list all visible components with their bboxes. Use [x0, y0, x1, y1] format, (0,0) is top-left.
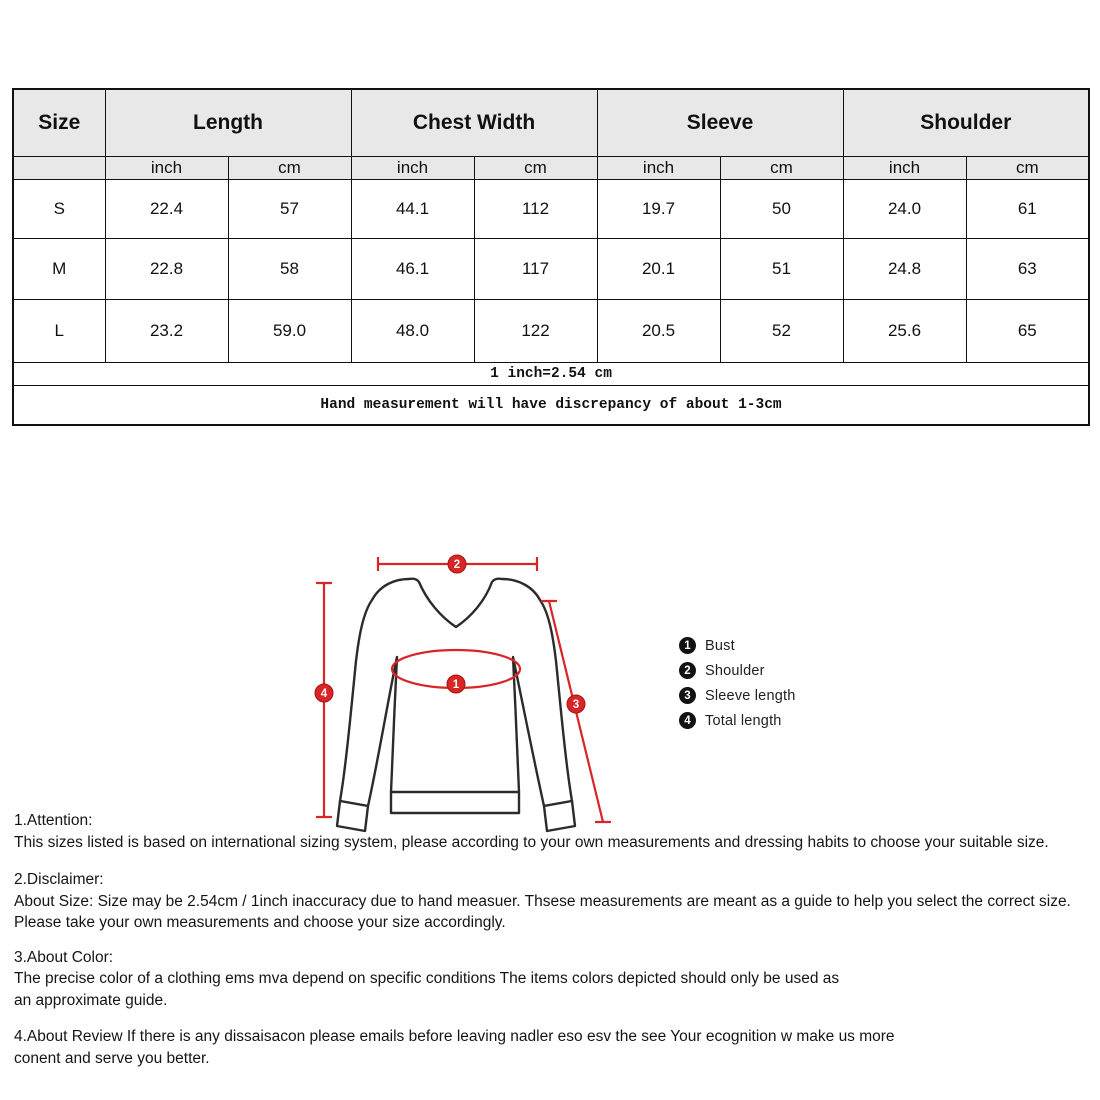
value-cell: 57	[228, 179, 351, 238]
value-cell: 19.7	[597, 179, 720, 238]
value-cell: 52	[720, 299, 843, 362]
bust-number-icon: 1	[679, 637, 696, 654]
unit-header-row	[13, 156, 1089, 179]
notes-section	[14, 810, 1096, 1069]
sweater-outline	[337, 579, 575, 831]
table-row-l	[13, 299, 1089, 362]
header-chest-width: Chest Width	[351, 89, 597, 156]
unit-cell: cm	[474, 156, 597, 179]
about-review-body1: 4.About Review If there is any dissaisacon please emails before leaving nadler eso esv the see Your ecognition w make us more	[14, 1028, 895, 1045]
legend-item-bust	[679, 637, 795, 654]
shoulder-badge-num: 2	[453, 559, 461, 571]
size-label: L	[13, 299, 105, 362]
value-cell: 63	[966, 238, 1089, 299]
about-color-title: 3.About Color:	[14, 948, 114, 966]
shoulder-number-icon: 2	[679, 662, 696, 679]
sleeve-badge-num: 3	[572, 699, 580, 711]
attention-body: This sizes listed is based on international sizing system, please according to your own measurements and dressing habits to choose your suitable size.	[14, 833, 1049, 851]
table-row-m	[13, 238, 1089, 299]
about-color-body2: an approximate guide.	[14, 991, 168, 1009]
legend-label: Sleeve length	[705, 687, 796, 704]
value-cell: 20.1	[597, 238, 720, 299]
sweater-measurement-diagram	[288, 540, 638, 850]
value-cell: 51	[720, 238, 843, 299]
legend-label: Total length	[705, 712, 782, 729]
sleeve-number-icon: 3	[679, 687, 696, 704]
about-color-body1: The precise color of a clothing ems mva depend on specific conditions The items colors depicted should only be used as	[14, 970, 840, 987]
disclaimer-body2: Please take your own measurements and choose your size accordingly.	[14, 914, 506, 931]
value-cell: 20.5	[597, 299, 720, 362]
table-header-row	[13, 89, 1089, 156]
unit-cell: inch	[105, 156, 228, 179]
value-cell: 46.1	[351, 238, 474, 299]
conversion-note: 1 inch=2.54 cm	[13, 362, 1089, 385]
value-cell: 48.0	[351, 299, 474, 362]
measurement-note-row	[13, 385, 1089, 425]
table-row-s	[13, 179, 1089, 238]
legend-label: Shoulder	[705, 662, 765, 679]
total-number-icon: 4	[679, 712, 696, 729]
legend-item-sleeve-length	[679, 687, 795, 704]
header-shoulder: Shoulder	[843, 89, 1089, 156]
unit-cell: inch	[351, 156, 474, 179]
value-cell: 25.6	[843, 299, 966, 362]
measurement-note: Hand measurement will have discrepancy of about 1-3cm	[13, 385, 1089, 425]
diagram-legend	[679, 637, 795, 729]
unit-cell: cm	[966, 156, 1089, 179]
legend-label: Bust	[705, 637, 735, 654]
disclaimer-title: 2.Disclaimer:	[14, 871, 104, 888]
unit-cell: cm	[228, 156, 351, 179]
unit-cell: inch	[843, 156, 966, 179]
conversion-note-row	[13, 362, 1089, 385]
value-cell: 50	[720, 179, 843, 238]
total-badge-num: 4	[320, 688, 328, 700]
value-cell: 122	[474, 299, 597, 362]
value-cell: 59.0	[228, 299, 351, 362]
value-cell: 117	[474, 238, 597, 299]
size-table	[12, 88, 1090, 426]
legend-item-total-length	[679, 712, 795, 729]
value-cell: 23.2	[105, 299, 228, 362]
header-length: Length	[105, 89, 351, 156]
value-cell: 61	[966, 179, 1089, 238]
disclaimer-body1: About Size: Size may be 2.54cm / 1inch inaccuracy due to hand measuer. Thsese measurements are meant as a guide to help you select the correct size.	[14, 892, 1071, 910]
legend-item-shoulder	[679, 662, 795, 679]
value-cell: 65	[966, 299, 1089, 362]
value-cell: 24.8	[843, 238, 966, 299]
size-label: S	[13, 179, 105, 238]
about-review-body2: conent and serve you better.	[14, 1049, 210, 1067]
header-sleeve: Sleeve	[597, 89, 843, 156]
unit-cell: cm	[720, 156, 843, 179]
unit-blank-cell	[13, 156, 105, 179]
bust-badge-num: 1	[452, 679, 460, 691]
value-cell: 112	[474, 179, 597, 238]
size-label: M	[13, 238, 105, 299]
value-cell: 22.4	[105, 179, 228, 238]
value-cell: 58	[228, 238, 351, 299]
value-cell: 22.8	[105, 238, 228, 299]
attention-title: 1.Attention:	[14, 812, 93, 829]
value-cell: 44.1	[351, 179, 474, 238]
unit-cell: inch	[597, 156, 720, 179]
value-cell: 24.0	[843, 179, 966, 238]
header-size: Size	[13, 89, 105, 156]
